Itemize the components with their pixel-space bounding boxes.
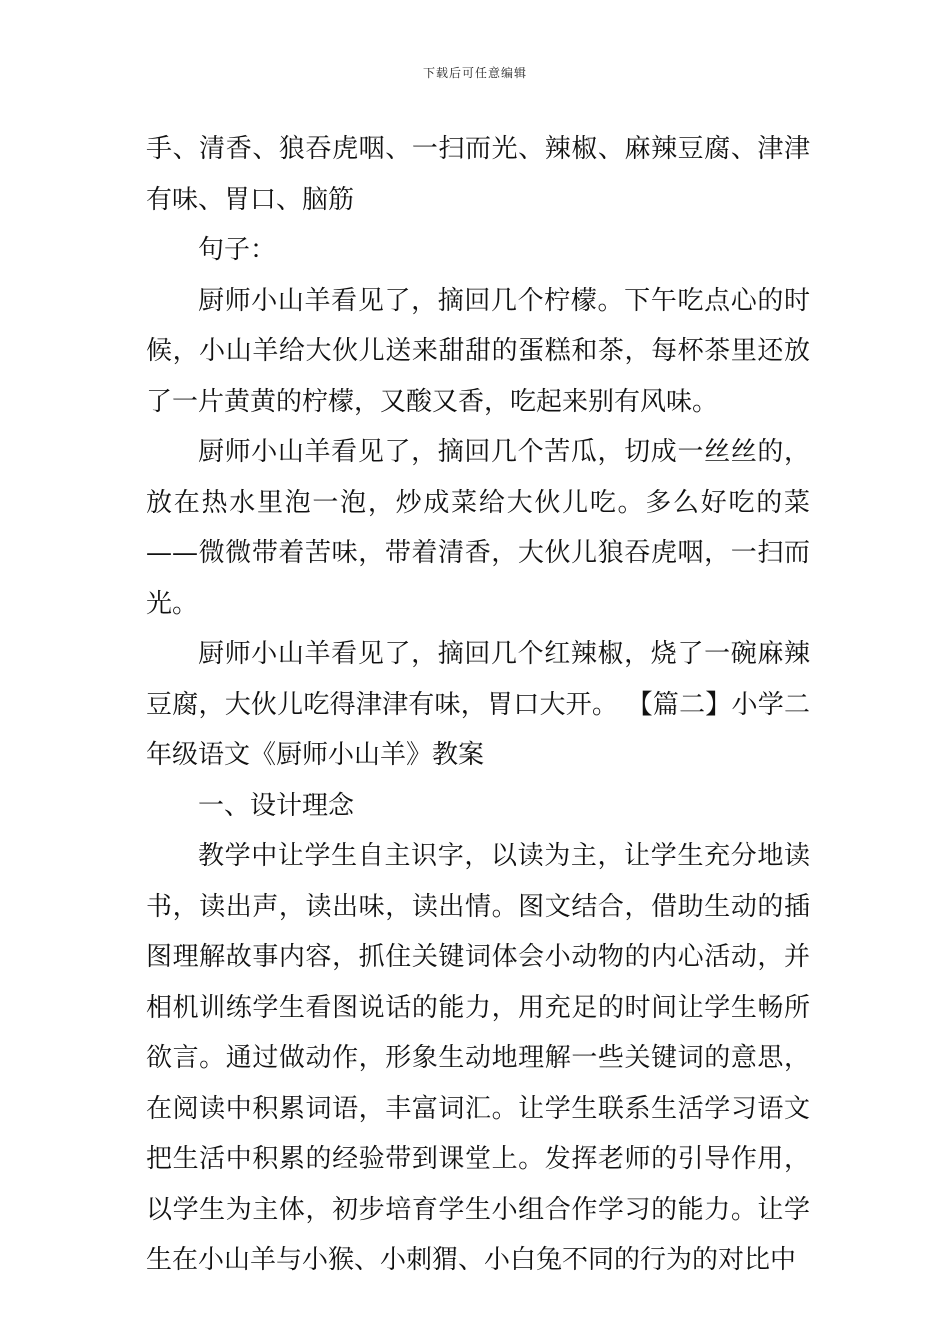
sentence-bitter-melon: 厨师小山羊看见了，摘回几个苦瓜，切成一丝丝的，放在热水里泡一泡，炒成菜给大伙儿吃。多么好吃的菜——微微带着苦味，带着清香，大伙儿狼吞虎咽，一扫而光。 xyxy=(146,437,810,619)
sentences-heading: 句子： xyxy=(198,235,277,265)
design-concept-paragraph: 教学中让学生自主识字，以读为主，让学生充分地读书，读出声，读出味，读出情。图文结合，借助生动的插图理解故事内容，抓住关键词体会小动物的内心活动，并相机训练学生看图说话的能力，用充足的时间让学生畅所欲言。通过做动作，形象生动地理解一些关键词的意思，在阅读中积累词语，丰富词汇。让学生联系生活学习语文把生活中积累的经验带到课堂上。发挥老师的引导作用，以学生为主体，初步培育学生小组合作学习的能力。让学生在小山羊与小猴、小刺猬、小白兔不同的行为的对比中 xyxy=(146,841,810,1275)
sentence-lemon: 厨师小山羊看见了，摘回几个柠檬。下午吃点心的时候，小山羊给大伙儿送来甜甜的蛋糕和茶，每杯茶里还放了一片黄黄的柠檬，又酸又香，吃起来别有风味。 xyxy=(146,285,810,417)
page-header-note: 下载后可任意编辑 xyxy=(422,66,527,80)
sentence-chili-and-part-two-title: 厨师小山羊看见了，摘回几个红辣椒，烧了一碗麻辣豆腐，大伙儿吃得津津有味，胃口大开。 【篇二】小学二年级语文《厨师小山羊》教案 xyxy=(146,639,810,770)
document-body xyxy=(146,124,810,1286)
section-heading-design-concept: 一、设计理念 xyxy=(198,790,355,821)
vocabulary-continuation: 手、清香、狼吞虎咽、一扫而光、辣椒、麻辣豆腐、津津有味、胃口、脑筋 xyxy=(146,134,810,215)
